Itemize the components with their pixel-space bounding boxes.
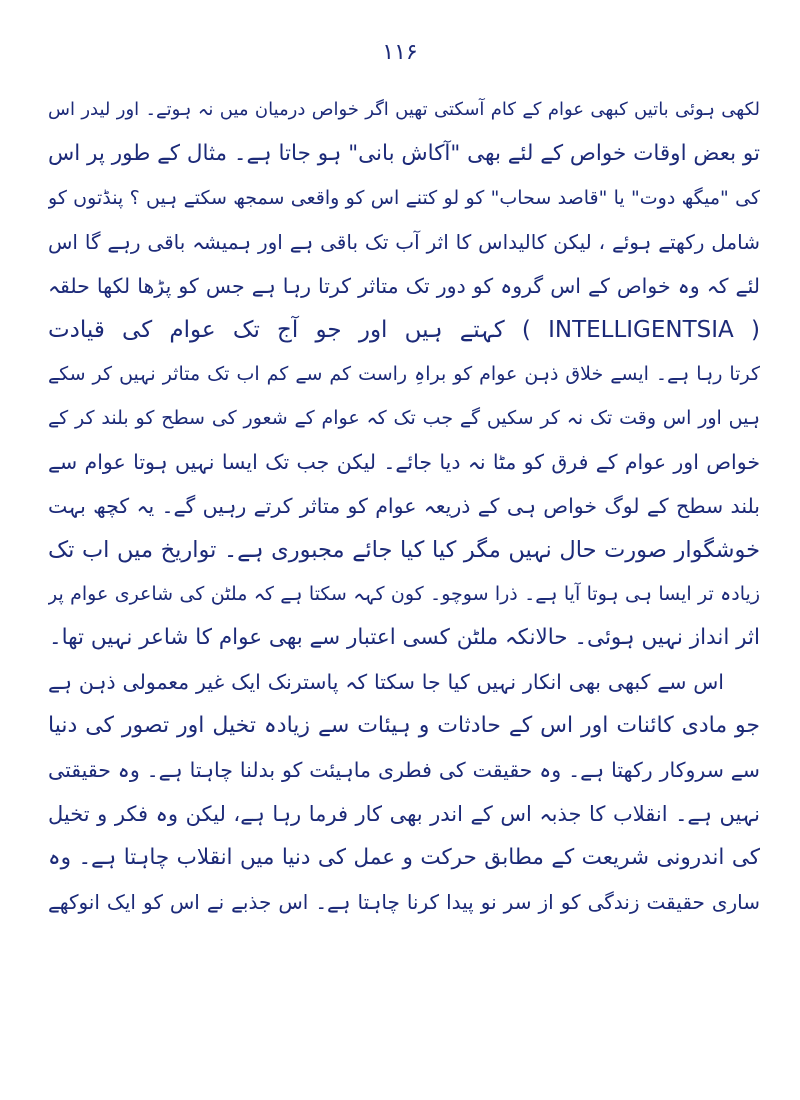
text-line: لکھی ہوئی باتیں کبھی عوام کے کام آسکتی تھیں اگر خواص درمیان میں نہ ہوتے۔ اور لیدر اس — [48, 99, 760, 120]
text-line: شامل رکھتے ہوئے ، لیکن کالیداس کا اثر آب تک باقی ہے اور ہمیشہ باقی رہے گا اس — [48, 230, 760, 254]
text-line: بلند سطح کے لوگ خواص ہی کے ذریعہ عوام کو متاثر کرتے رہیں گے۔ یہ کچھ بہت — [48, 494, 760, 518]
text-line: کی اندرونی شریعت کے مطابق حرکت و عمل کی دنیا میں انقلاب چاہتا ہے۔ وہ — [48, 845, 760, 870]
text-line: ( INTELLIGENTSIA ) کہتے ہیں اور جو آج تک عوام کی قیادت — [48, 317, 760, 343]
text-line: زیادہ تر ایسا ہی ہوتا آیا ہے۔ ذرا سوچو۔ کون کہہ سکتا ہے کہ ملٹن کی شاعری عوام پر — [48, 583, 760, 605]
body-text — [48, 88, 760, 924]
text-line: خواص اور عوام کے فرق کو مٹا نہ دیا جائے۔ لیکن جب تک ایسا نہیں ہوتا عوام سے — [48, 450, 760, 474]
text-line: ہیں اور اس وقت تک نہ کر سکیں گے جب تک کہ عوام کے شعور کی سطح کو بلند کر کے — [48, 407, 760, 429]
text-line: لئے کہ وہ خواص کے اس گروہ کو دور تک متاثر کرتا رہا ہے جس کو پڑھا لکھا حلقہ — [48, 274, 760, 298]
text-line: اس سے کبھی بھی انکار نہیں کیا جا سکتا کہ پاسترنک ایک غیر معمولی ذہن ہے — [48, 670, 724, 694]
text-line: نہیں ہے۔ انقلاب کا جذبہ اس کے اندر بھی کار فرما رہا ہے، لیکن وہ فکر و تخیل — [48, 802, 760, 826]
text-line: کی "میگھ دوت" یا "قاصد سحاب" کو لو کتنے اس کو واقعی سمجھ سکتے ہیں ؟ پنڈتوں کو — [48, 187, 760, 209]
page-number: ۱۱۶ — [382, 40, 418, 65]
text-line: ساری حقیقت زندگی کو از سر نو پیدا کرنا چاہتا ہے۔ اس جذبے نے اس کو ایک انوکھے — [48, 890, 760, 914]
text-line: سے سروکار رکھتا ہے۔ وہ حقیقت کی فطری ماہیئت کو بدلنا چاہتا ہے۔ وہ حقیقتی — [48, 758, 760, 782]
text-line: جو مادی کائنات اور اس کے حادثات و ہیئات سے زیادہ تخیل اور تصور کی دنیا — [48, 713, 760, 738]
text-line: تو بعض اوقات خواص کے لئے بھی "آکاش بانی" ہو جاتا ہے۔ مثال کے طور پر اس — [48, 141, 760, 166]
text-line: اثر انداز نہیں ہوئی۔ حالانکہ ملٹن کسی اعتبار سے بھی عوام کا شاعر نہیں تھا۔ — [48, 625, 760, 650]
text-line: خوشگوار صورت حال نہیں مگر کیا کیا جائے مجبوری ہے۔ تواریخ میں اب تک — [48, 537, 760, 563]
text-line: کرتا رہا ہے۔ ایسے خلاق ذہن عوام کو براہِ راست کم سے کم اب تک متاثر نہیں کر سکے — [48, 363, 760, 385]
